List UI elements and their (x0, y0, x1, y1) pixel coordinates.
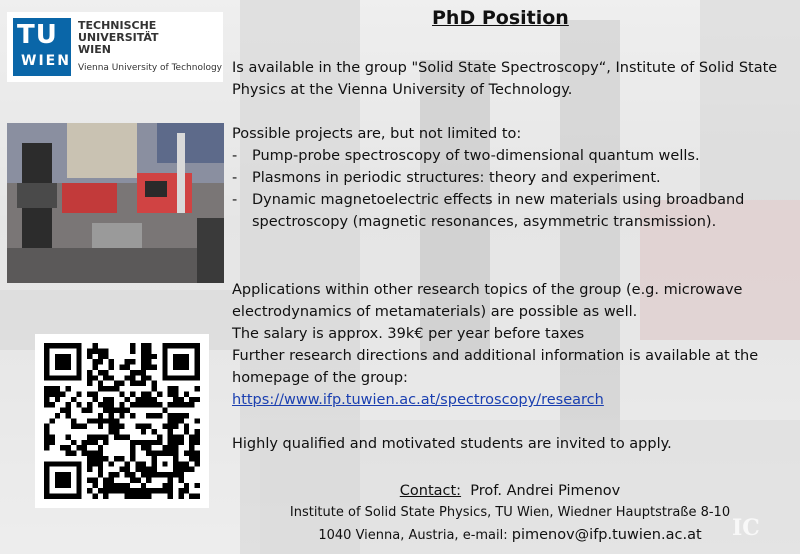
tu-wien-logo (7, 12, 223, 82)
salary-text: The salary is approx. 39k€ per year before taxes (232, 326, 585, 342)
logo-line-4: Vienna University of Technology (78, 63, 222, 73)
contact-label: Contact: (399, 483, 462, 499)
projects-heading: Possible projects are, but not limited to: (232, 126, 522, 142)
logo-line-1: TECHNISCHE (78, 19, 157, 32)
intro-text: Is available in the group "Solid State Spectroscopy“, Institute of Solid State Physics at the Vienna University of Technology. (232, 60, 778, 98)
project-item: - Pump-probe spectroscopy of two-dimensional quantum wells. (232, 148, 700, 164)
logo-line-2: UNIVERSITÄT (78, 31, 159, 44)
logo-text (78, 20, 159, 56)
contact-address: Institute of Solid State Physics, TU Wien, Wiedner Hauptstraße 8-10 (289, 505, 731, 520)
logo-mark-top: TU (17, 20, 58, 50)
tu-wien-mark (13, 18, 71, 76)
contact-email[interactable]: pimenov@ifp.tuwien.ac.at (511, 527, 702, 543)
qr-code[interactable] (35, 334, 209, 508)
ic-watermark: IC (732, 515, 760, 541)
projects-section (232, 123, 792, 233)
contact-block (280, 480, 740, 547)
project-item: - Plasmons in periodic structures: theory and experiment. (232, 170, 661, 186)
contact-city: 1040 Vienna, Austria, e-mail: (318, 528, 512, 543)
lab-painting-image (7, 123, 224, 283)
applications-text: Applications within other research topics of the group (e.g. microwave electrodynamics of metamaterials) are possible as well. (232, 282, 743, 320)
contact-name: Prof. Andrei Pimenov (470, 483, 621, 499)
research-homepage-link[interactable]: https://www.ifp.tuwien.ac.at/spectroscopy/research (232, 392, 604, 408)
contact-line-1 (280, 480, 740, 502)
invite-text: Highly qualified and motivated students are invited to apply. (232, 436, 672, 452)
further-info-text: Further research directions and additional information is available at the homepage of the group: (232, 348, 759, 386)
logo-mark-bottom: WIEN (21, 53, 71, 69)
logo-line-3: WIEN (78, 43, 111, 56)
project-item: - Dynamic magnetoelectric effects in new materials using broadband spectroscopy (magnetic resonances, asymmetric transmission). (232, 192, 745, 230)
contact-line-3 (280, 524, 740, 547)
applications-section (232, 279, 792, 411)
page-title: PhD Position (432, 7, 569, 29)
